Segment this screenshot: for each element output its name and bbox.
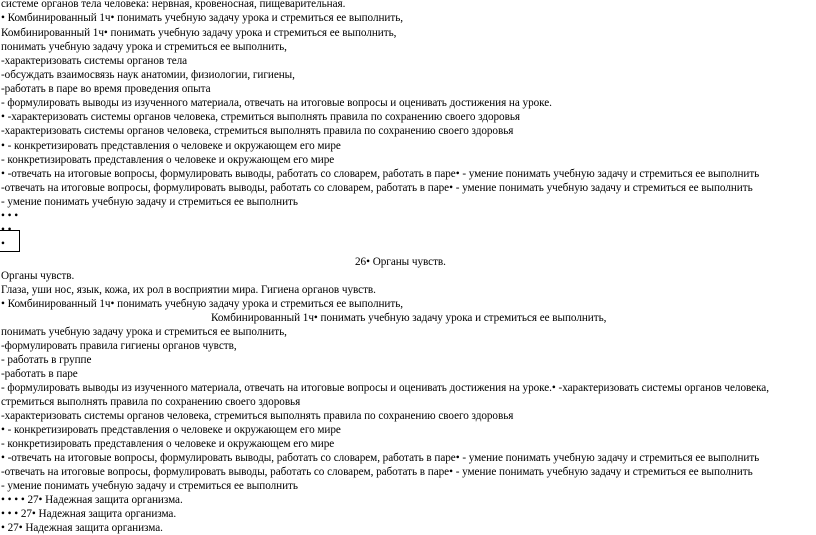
text-line: - конкретизировать представления о человеке и окружающем его мире	[1, 438, 335, 450]
text-line: • - конкретизировать представления о человеке и окружающем его мире	[1, 140, 341, 152]
text-line: • Комбинированный 1ч• понимать учебную задачу урока и стремиться ее выполнить,	[1, 12, 403, 24]
text-line: Глаза, уши нос, язык, кожа, их рол в восприятии мира. Гигиена органов чувств.	[1, 284, 376, 296]
text-line: • - конкретизировать представления о человеке и окружающем его мире	[1, 424, 341, 436]
text-line: системе органов тела человека: нервная, кровеносная, пищеварительная.	[1, 0, 346, 10]
heading-line: • 27• Надежная защита организма.	[1, 522, 163, 534]
heading-line: • • • 27• Надежная защита организма.	[1, 508, 177, 520]
text-line: - формулировать выводы из изученного материала, отвечать на итоговые вопросы и оценивать достижения на уроке.	[1, 97, 552, 109]
text-line: - конкретизировать представления о человеке и окружающем его мире	[1, 154, 335, 166]
text-line: -обсуждать взаимосвязь наук анатомии, физиологии, гигиены,	[1, 69, 295, 81]
text-line: - формулировать выводы из изученного материала, отвечать на итоговые вопросы и оценивать достижения на уроке.• -характеризовать системы органов человека,	[1, 382, 769, 394]
text-line: -отвечать на итоговые вопросы, формулировать выводы, работать со словарем, работать в паре• - умение понимать учебную задачу и стремиться ее выполнить	[1, 182, 753, 194]
text-line: -характеризовать системы органов человека, стремиться выполнять правила по сохранению своего здоровья	[1, 410, 514, 422]
section-heading: 26• Органы чувств.	[355, 256, 446, 268]
text-line: Комбинированный 1ч• понимать учебную задачу урока и стремиться ее выполнить,	[1, 27, 397, 39]
text-line: стремиться выполнять правила по сохранению своего здоровья	[1, 396, 301, 408]
text-line: • -отвечать на итоговые вопросы, формулировать выводы, работать со словарем, работать в паре• - умение понимать учебную задачу и стремиться ее выполнить	[1, 168, 760, 180]
text-line: - умение понимать учебную задачу и стремиться ее выполнить	[1, 480, 298, 492]
text-line: -работать в паре	[1, 368, 78, 380]
text-line: понимать учебную задачу урока и стремиться ее выполнить,	[1, 326, 287, 338]
text-line: • Комбинированный 1ч• понимать учебную задачу урока и стремиться ее выполнить,	[1, 298, 403, 310]
text-line: • -характеризовать системы органов человека, стремиться выполнять правила по сохранению своего здоровья	[1, 111, 520, 123]
text-line: -работать в паре во время проведения опыта	[1, 83, 211, 95]
text-line: -формулировать правила гигиены органов чувств,	[1, 340, 237, 352]
text-line: - умение понимать учебную задачу и стремиться ее выполнить	[1, 196, 298, 208]
heading-line: • • • • 27• Надежная защита организма.	[1, 494, 183, 506]
text-line: -характеризовать системы органов человека, стремиться выполнять правила по сохранению своего здоровья	[1, 125, 514, 137]
text-line: -характеризовать системы органов тела	[1, 55, 188, 67]
bullet-line: •	[1, 238, 5, 250]
text-line: - работать в группе	[1, 354, 92, 366]
text-line: Комбинированный 1ч• понимать учебную задачу урока и стремиться ее выполнить,	[211, 312, 607, 324]
text-line: понимать учебную задачу урока и стремиться ее выполнить,	[1, 41, 287, 53]
text-line: Органы чувств.	[1, 270, 75, 282]
text-line: • -отвечать на итоговые вопросы, формулировать выводы, работать со словарем, работать в паре• - умение понимать учебную задачу и стремиться ее выполнить	[1, 452, 760, 464]
bullet-line: • • •	[1, 210, 19, 222]
text-line: -отвечать на итоговые вопросы, формулировать выводы, работать со словарем, работать в паре• - умение понимать учебную задачу и стремиться ее выполнить	[1, 466, 753, 478]
bullet-line: • •	[1, 224, 12, 236]
empty-table-cell	[0, 230, 20, 252]
